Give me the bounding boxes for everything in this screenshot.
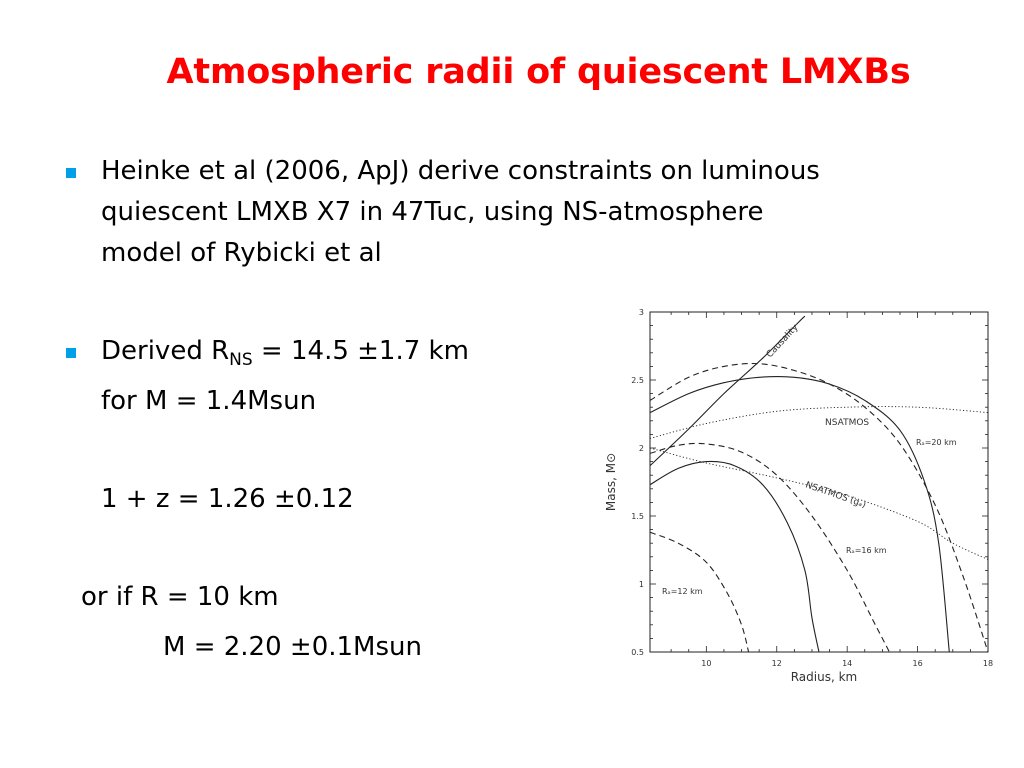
series-line-7 — [650, 448, 988, 560]
bullet-1-line-1: Heinke et al (2006, ApJ) derive constraints on luminous — [101, 156, 820, 186]
label-nsatmos: NSATMOS — [825, 418, 870, 428]
x-tick-label: 10 — [701, 659, 712, 668]
series-line-2 — [650, 461, 819, 652]
label-r20: Rₐ=20 km — [916, 438, 957, 447]
mass-radius-figure — [598, 300, 1008, 690]
alternative-intro: or if R = 10 km — [81, 582, 279, 612]
slide-title: Atmospheric radii of quiescent LMXBs — [166, 52, 911, 92]
series-line-6 — [650, 407, 988, 439]
label-r16: Rₐ=16 km — [846, 546, 887, 555]
label-causality: Causality — [764, 322, 801, 361]
bullet-1-line-3: model of Rybicki et al — [101, 238, 382, 268]
x-tick-label: 14 — [842, 659, 853, 668]
bullet-1-line-2: quiescent LMXB X7 in 47Tuc, using NS-atmosphere — [101, 197, 764, 227]
x-axis-label: Radius, km — [790, 670, 858, 684]
series-line-3 — [650, 363, 988, 652]
y-tick-label: 0.5 — [631, 648, 644, 657]
label-r12: Rₐ=12 km — [662, 587, 703, 596]
series-line-1 — [650, 377, 949, 652]
x-tick-label: 16 — [912, 659, 923, 668]
radius-subscript: NS — [229, 350, 253, 370]
label-nsatmos-g: NSATMOS (gₐ) — [804, 480, 868, 511]
y-tick-label: 2 — [638, 444, 644, 453]
bullet-marker-2 — [64, 346, 78, 360]
bullet-2-line-2: for M = 1.4Msun — [101, 386, 317, 416]
y-axis-label: Mass, M⊙ — [604, 452, 618, 512]
x-tick-label: 18 — [982, 659, 994, 668]
plot-frame — [650, 312, 988, 652]
redshift-line: 1 + z = 1.26 ±0.12 — [101, 484, 354, 514]
y-tick-label: 3 — [638, 308, 644, 317]
bullet-marker-1 — [64, 166, 78, 180]
alternative-mass: M = 2.20 ±0.1Msun — [163, 632, 422, 662]
radius-value: = 14.5 ±1.7 km — [252, 336, 469, 366]
radius-prefix: Derived R — [101, 336, 230, 366]
y-tick-label: 1 — [638, 580, 644, 589]
y-tick-label: 2.5 — [631, 376, 644, 385]
bullet-2-line-1 — [101, 333, 469, 373]
x-tick-label: 12 — [771, 659, 782, 668]
y-tick-label: 1.5 — [631, 512, 644, 521]
